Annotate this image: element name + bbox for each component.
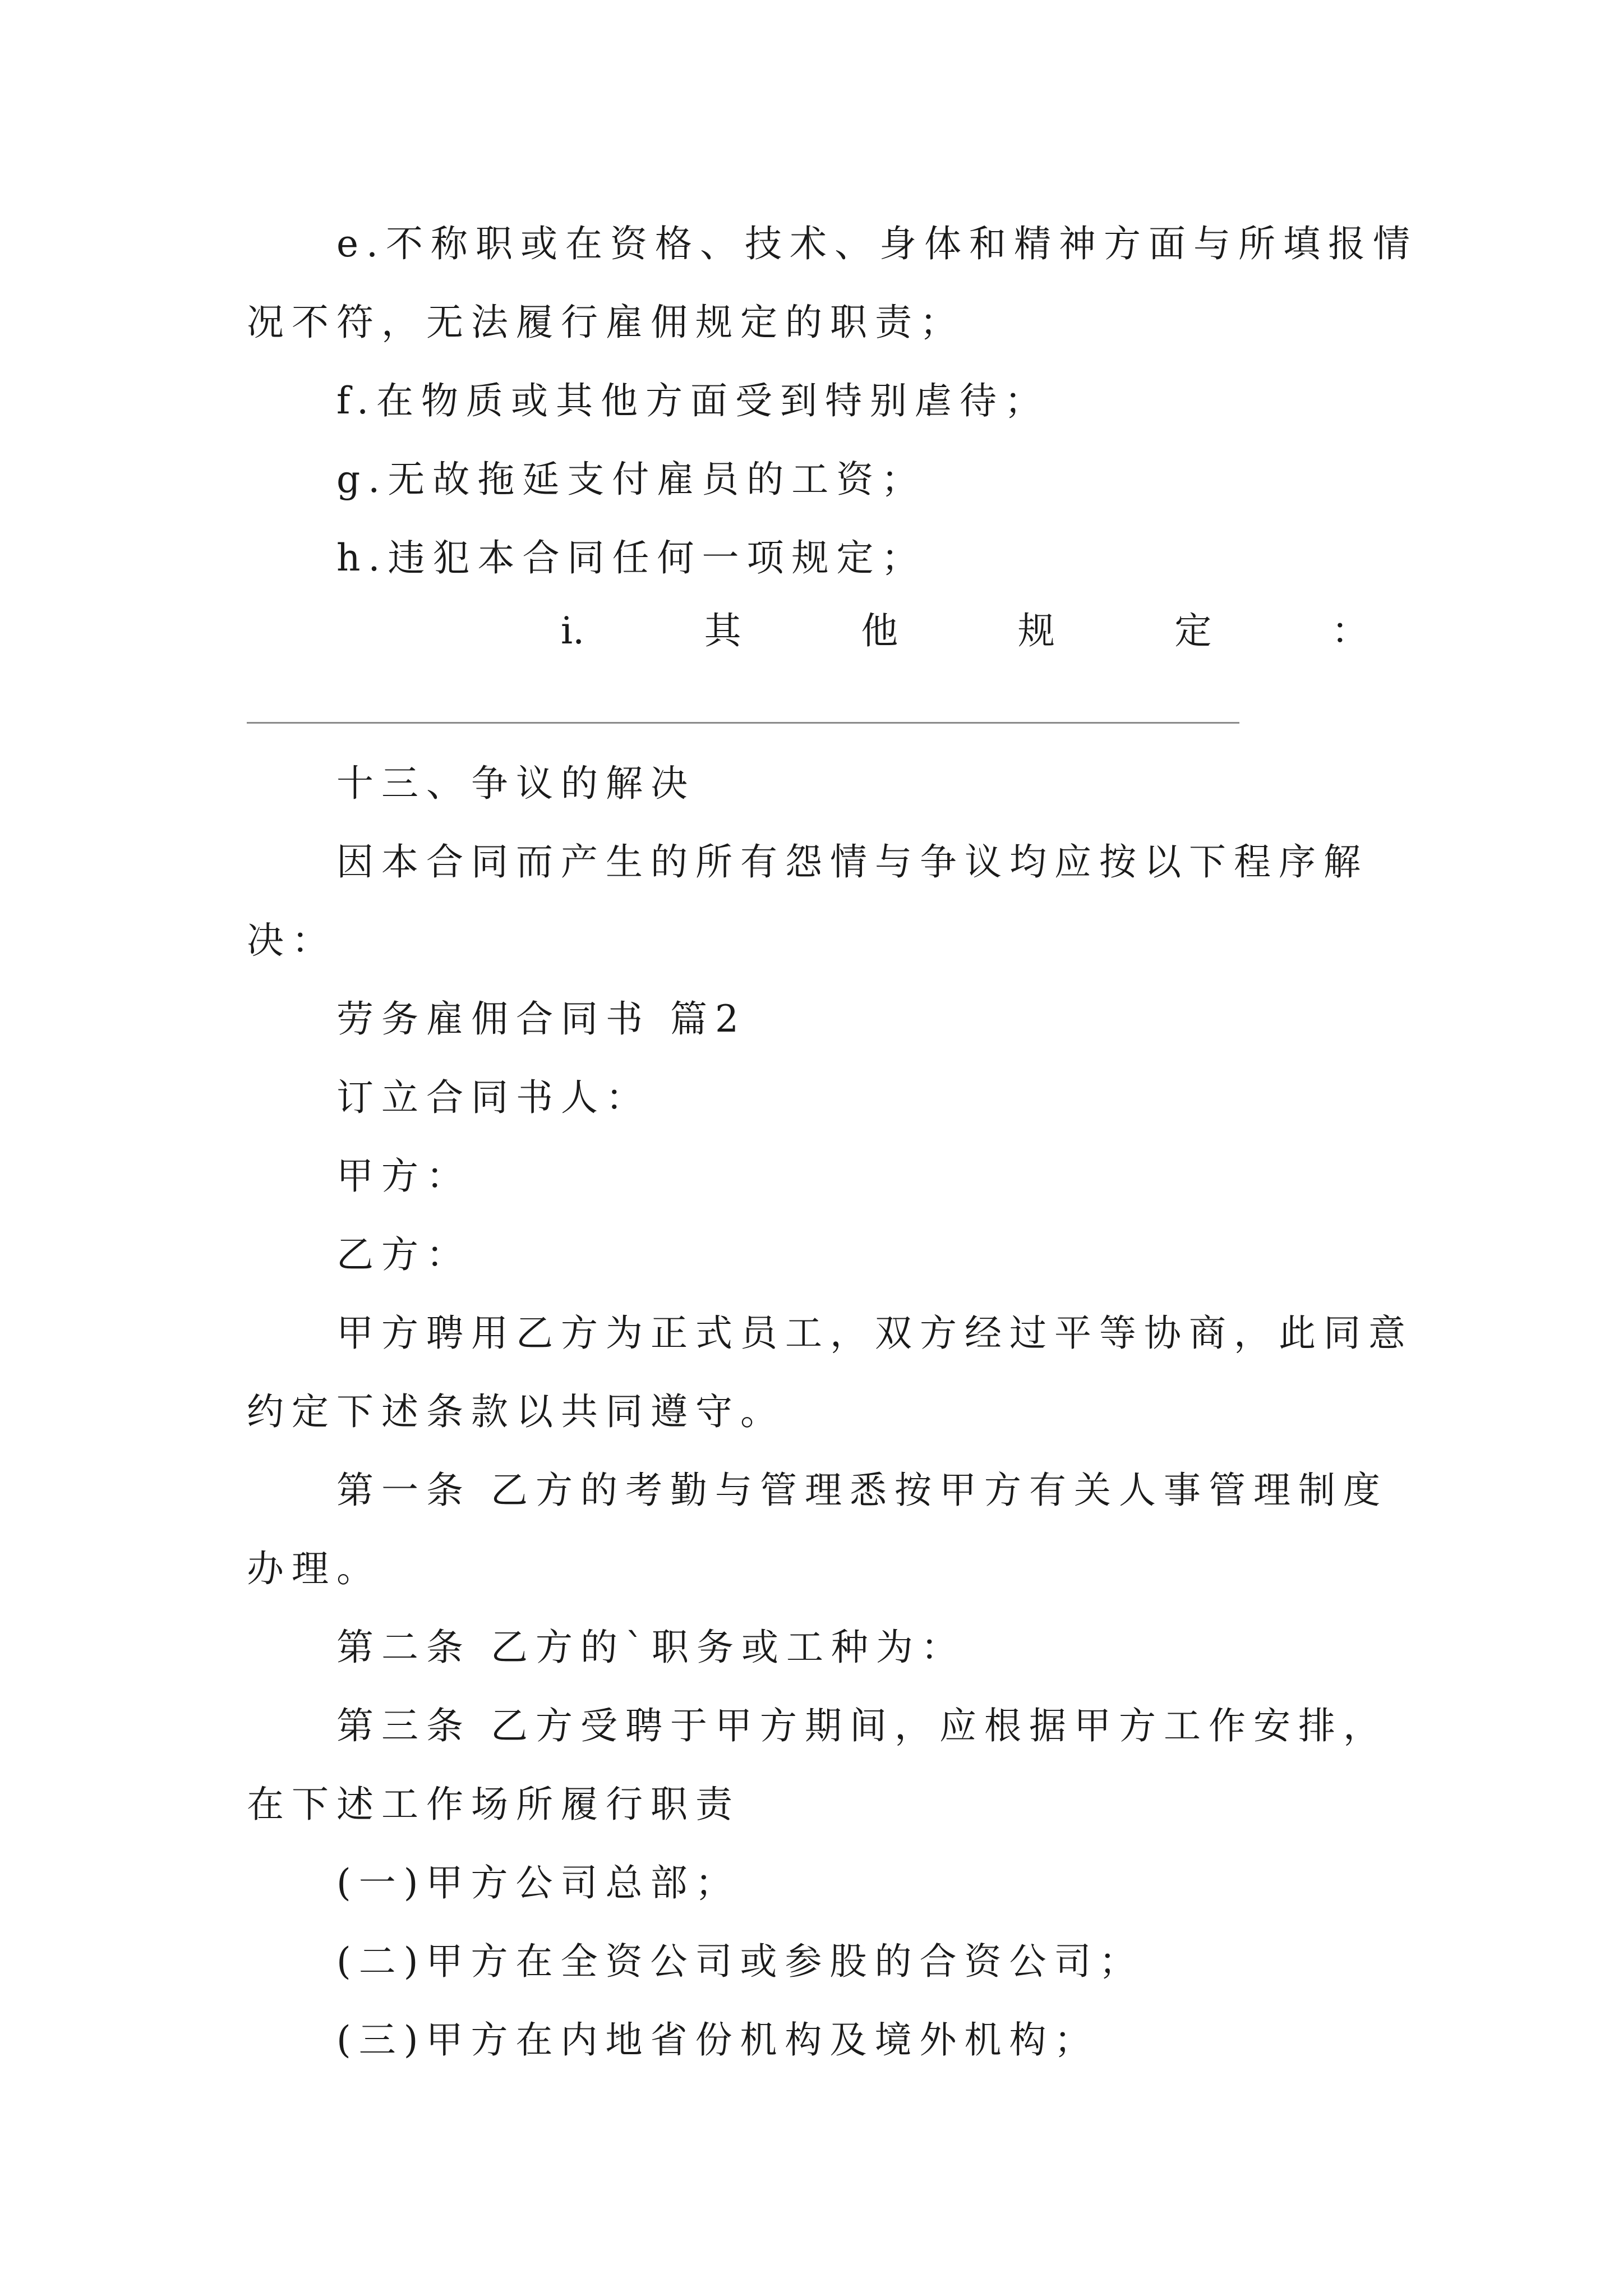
article-3-line-1: 第三条 乙方受聘于甲方期间，应根据甲方工作安排，: [336, 1704, 1388, 1747]
fill-in-blank-line: [247, 722, 1239, 724]
clause-i-other-provisions: [561, 609, 1368, 654]
dispute-paragraph-line-2: 决：: [247, 919, 336, 962]
clause-i-char-1: 其: [704, 609, 741, 652]
clause-i-label: i.: [561, 609, 585, 652]
clause-i-char-4: 定: [1174, 609, 1212, 652]
clause-f: f.在物质或其他方面受到特别虐待；: [336, 379, 1050, 422]
section-13-heading: 十三、争议的解决: [336, 762, 695, 805]
preamble-line-1: 甲方聘用乙方为正式员工，双方经过平等协商，此同意: [336, 1312, 1413, 1355]
clause-h: h.违犯本合同任何一项规定；: [336, 536, 926, 579]
workplace-item-1: (一)甲方公司总部；: [336, 1861, 740, 1904]
clause-e-line-2: 况不符，无法履行雇佣规定的职责；: [247, 301, 965, 344]
dispute-paragraph-line-1: 因本合同而产生的所有怨情与争议均应按以下程序解: [336, 840, 1368, 884]
preamble-line-2: 约定下述条款以共同遵守。: [247, 1390, 785, 1433]
clause-e-line-1: e.不称职或在资格、技术、身体和精神方面与所填报情: [336, 222, 1418, 265]
workplace-item-2: (二)甲方在全资公司或参股的合资公司；: [336, 1940, 1144, 1983]
clause-i-char-2: 他: [861, 609, 898, 652]
workplace-item-3: (三)甲方在内地省份机构及境外机构；: [336, 2018, 1099, 2062]
party-b-label: 乙方：: [336, 1233, 471, 1276]
clause-g: g.无故拖延支付雇员的工资；: [336, 458, 926, 501]
article-1-line-2: 办理。: [247, 1547, 381, 1590]
clause-i-colon: ：: [1331, 609, 1368, 652]
clause-i-char-3: 规: [1017, 609, 1055, 652]
article-3-line-2: 在下述工作场所履行职责: [247, 1783, 740, 1826]
article-1-line-1: 第一条 乙方的考勤与管理悉按甲方有关人事管理制度: [336, 1469, 1388, 1512]
contracting-parties-label: 订立合同书人：: [336, 1076, 651, 1119]
article-2: 第二条 乙方的`职务或工种为：: [336, 1626, 966, 1669]
contract-2-title: 劳务雇佣合同书 篇2: [336, 997, 746, 1041]
party-a-label: 甲方：: [336, 1154, 471, 1198]
